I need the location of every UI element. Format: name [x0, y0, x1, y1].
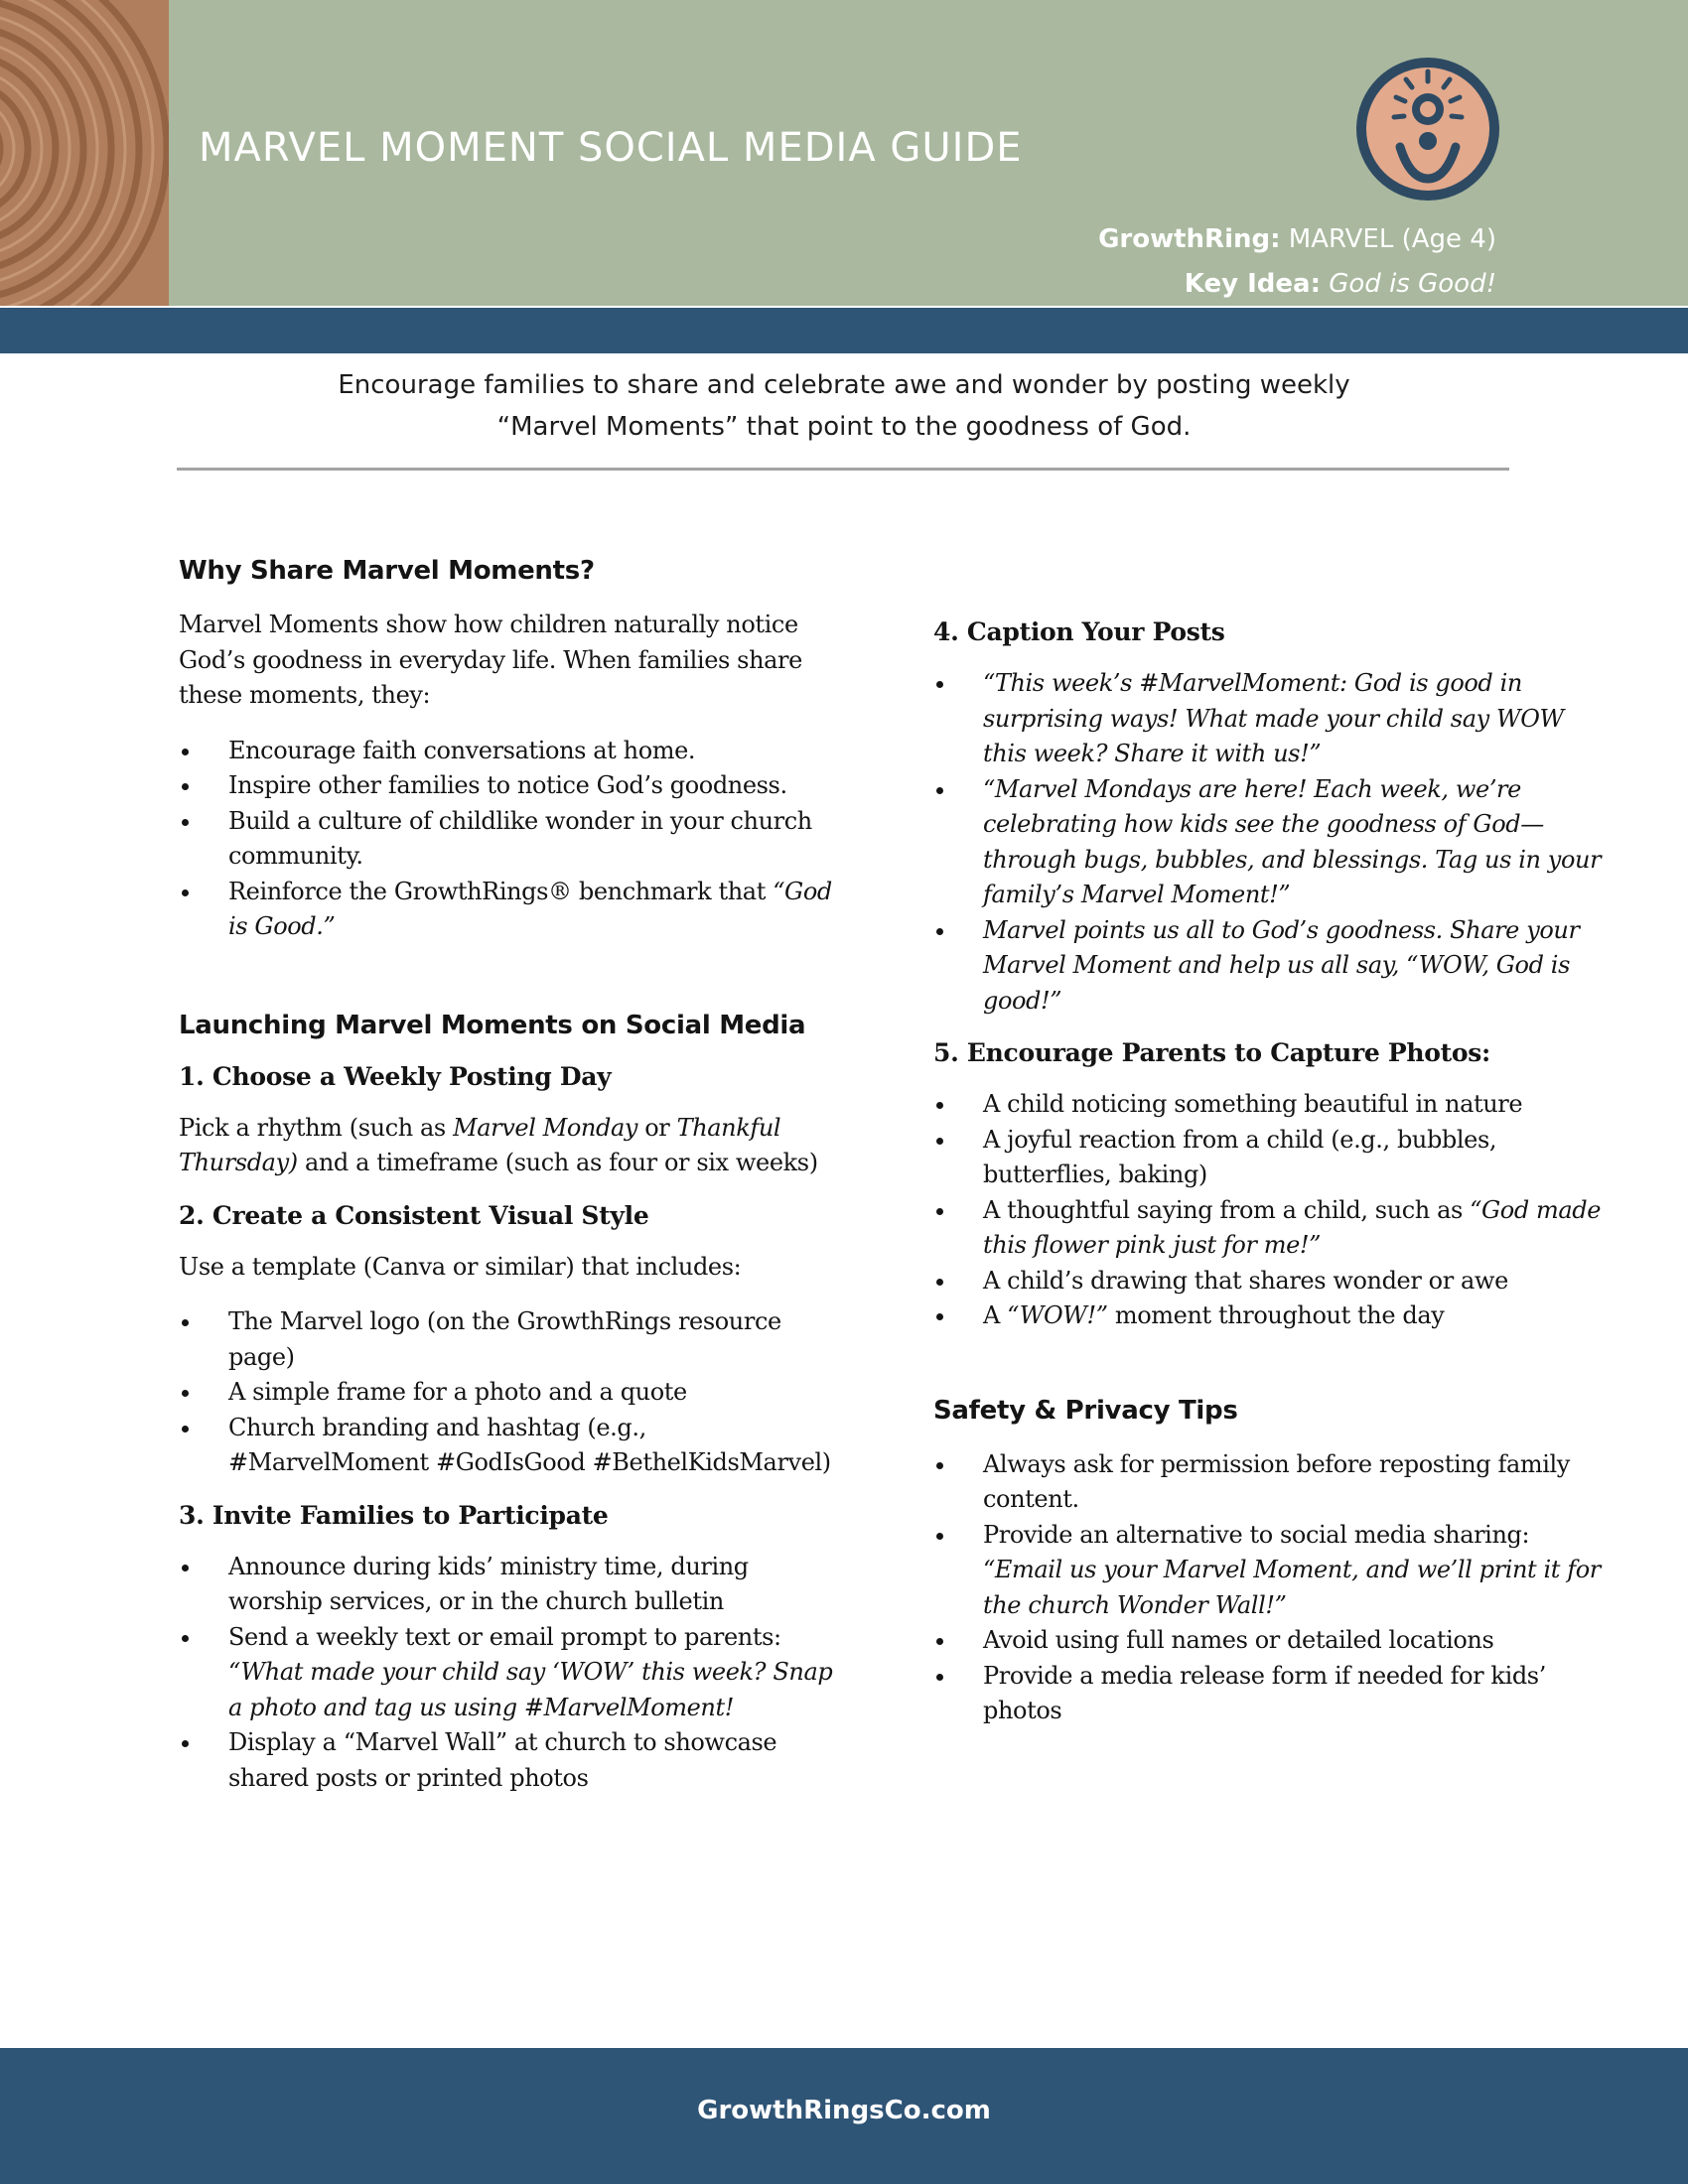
step3-title: 3. Invite Families to Participate	[179, 1500, 609, 1530]
step2-bullet-1: The Marvel logo (on the GrowthRings resource page)	[179, 1304, 834, 1375]
why-bullet-4-text: Reinforce the GrowthRings® benchmark that	[228, 877, 774, 905]
why-bullet-3: Build a culture of childlike wonder in your church community.	[179, 804, 834, 875]
why-bullet-1: Encourage faith conversations at home.	[179, 734, 834, 769]
photo-bullet-3-quote: “God made this flower pink just for me!”	[983, 1195, 1602, 1259]
why-heading: Why Share Marvel Moments?	[179, 556, 595, 586]
growthring-label: GrowthRing:	[1098, 224, 1281, 254]
header-divider-bar	[0, 308, 1688, 353]
key-idea-value: God is Good!	[1329, 269, 1496, 299]
caption-bullet-1: “This week’s #MarvelMoment: God is good in surprising ways! What made your child say WOW this week? Share it with us!”	[933, 666, 1609, 772]
step1-paragraph	[179, 1111, 834, 1181]
step3-bullet-1: Announce during kids’ ministry time, during worship services, or in the church bulletin	[179, 1550, 834, 1620]
photo-bullet-1: A child noticing something beautiful in nature	[933, 1087, 1609, 1123]
intro-line-2: “Marvel Moments” that point to the goodness of God.	[496, 412, 1192, 442]
header-banner	[0, 0, 1688, 306]
step1-title: 1. Choose a Weekly Posting Day	[179, 1061, 612, 1091]
safety-bullet-1: Always ask for permission before reposting family content.	[933, 1447, 1609, 1518]
footer-website-link[interactable]: GrowthRingsCo.com	[697, 2096, 991, 2125]
photos-title: 5. Encourage Parents to Capture Photos:	[933, 1038, 1490, 1067]
step1-italic-1: Marvel Monday	[453, 1113, 638, 1142]
key-idea-label: Key Idea:	[1184, 269, 1321, 299]
safety-bullets	[933, 1447, 1609, 1729]
intro-text	[177, 364, 1511, 448]
photo-bullet-5-quote: “WOW!”	[1007, 1301, 1108, 1329]
why-bullets	[179, 734, 834, 945]
photo-bullet-5	[933, 1298, 1609, 1334]
step1-text-3: and a timeframe (such as four or six weeks)	[297, 1149, 818, 1176]
photo-bullet-5-b: moment throughout the day	[1107, 1301, 1445, 1329]
photo-bullet-3	[933, 1193, 1609, 1264]
captions-title: 4. Caption Your Posts	[933, 617, 1225, 646]
caption-bullet-3: Marvel points us all to God’s goodness. Share your Marvel Moment and help us all say, “WOW, God is good!”	[933, 913, 1609, 1020]
step1-text-1: Pick a rhythm (such as	[179, 1113, 454, 1142]
why-bullet-2: Inspire other families to notice God’s goodness.	[179, 768, 834, 804]
left-column	[179, 556, 834, 1816]
safety-heading: Safety & Privacy Tips	[933, 1395, 1238, 1426]
caption-bullet-2: “Marvel Mondays are here! Each week, we’re celebrating how kids see the goodness of God—through bugs, bubbles, and blessings. Tag us in your family’s Marvel Moment!”	[933, 772, 1609, 913]
launch-heading: Launching Marvel Moments on Social Media	[179, 1010, 806, 1040]
step3-bullets	[179, 1550, 834, 1797]
marvel-sun-child-icon	[1354, 56, 1501, 203]
photo-bullet-5-a: A	[983, 1301, 1008, 1329]
safety-bullet-4: Provide a media release form if needed for kids’ photos	[933, 1659, 1609, 1729]
intro-line-1: Encourage families to share and celebrate awe and wonder by posting weekly	[338, 370, 1350, 400]
step2-bullets	[179, 1304, 834, 1481]
right-column	[933, 617, 1609, 1749]
step3-bullet-2-quote: “What made your child say ‘WOW’ this week? Snap a photo and tag us using #MarvelMoment!	[228, 1658, 833, 1721]
step3-bullet-2	[179, 1620, 834, 1726]
safety-bullet-2-quote: “Email us your Marvel Moment, and we’ll print it for the church Wonder Wall!”	[983, 1556, 1601, 1619]
growthring-info	[1098, 224, 1496, 254]
why-paragraph: Marvel Moments show how children naturally notice God’s goodness in everyday life. When families share these moments, they:	[179, 611, 802, 709]
photo-bullet-3-text: A thoughtful saying from a child, such as	[983, 1195, 1471, 1224]
page-title: MARVEL MOMENT SOCIAL MEDIA GUIDE	[199, 125, 1023, 171]
safety-bullet-3: Avoid using full names or detailed locations	[933, 1623, 1609, 1659]
step3-bullet-3: Display a “Marvel Wall” at church to showcase shared posts or printed photos	[179, 1725, 834, 1796]
photo-bullet-4: A child’s drawing that shares wonder or awe	[933, 1264, 1609, 1299]
intro-rule	[177, 468, 1509, 471]
caption-bullets	[933, 666, 1609, 1019]
safety-bullet-2-text: Provide an alternative to social media sharing:	[983, 1520, 1530, 1549]
photo-bullets	[933, 1087, 1609, 1334]
wood-texture-image	[0, 0, 169, 306]
step1-italic-2: Thankful Thursday)	[179, 1113, 781, 1176]
photo-bullet-2: A joyful reaction from a child (e.g., bubbles, butterflies, baking)	[933, 1123, 1609, 1193]
step2-bullet-2: A simple frame for a photo and a quote	[179, 1375, 834, 1411]
step2-title: 2. Create a Consistent Visual Style	[179, 1200, 649, 1230]
safety-bullet-2	[933, 1518, 1609, 1624]
step2-intro: Use a template (Canva or similar) that includes:	[179, 1252, 742, 1281]
growthring-value: MARVEL (Age 4)	[1288, 224, 1496, 254]
footer-bar	[0, 2048, 1688, 2184]
why-bullet-4-quote: “God is Good.”	[228, 877, 832, 940]
step1-text-2: or	[637, 1113, 677, 1142]
why-bullet-4	[179, 875, 834, 945]
key-idea-info	[1185, 269, 1496, 299]
step3-bullet-2-text: Send a weekly text or email prompt to parents:	[228, 1622, 781, 1651]
step2-bullet-3: Church branding and hashtag (e.g., #MarvelMoment #GodIsGood #BethelKidsMarvel)	[179, 1411, 834, 1481]
